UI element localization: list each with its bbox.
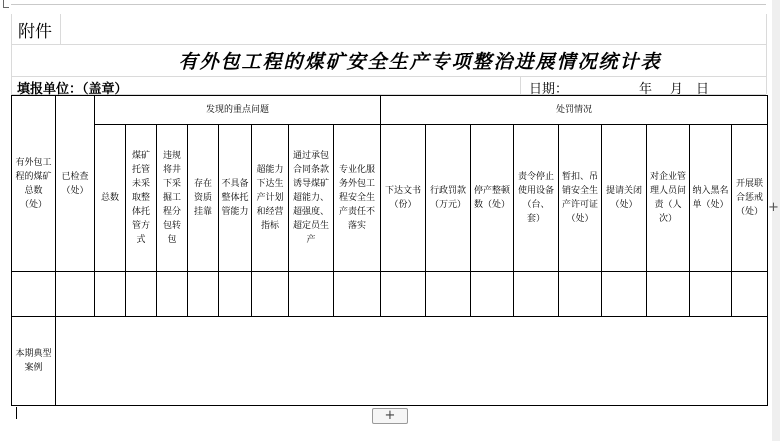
- header-issue-overcapacity-plan[interactable]: 超能力下达生产计划和经营指标: [252, 125, 289, 272]
- header-penalty-accountability[interactable]: 对企业管理人员问责（人次）: [647, 125, 690, 272]
- table-cell[interactable]: [252, 272, 289, 317]
- header-penalty-suspension[interactable]: 停产整顿数（处）: [471, 125, 514, 272]
- case-label[interactable]: 本期典型案例: [12, 317, 56, 406]
- add-column-button[interactable]: +: [768, 200, 779, 215]
- page-title: 有外包工程的煤矿安全生产专项整治进展情况统计表: [178, 51, 662, 73]
- header-penalty-documents[interactable]: 下达文书（份）: [381, 125, 426, 272]
- layout-gridline: [520, 76, 521, 94]
- month-label: 月: [670, 82, 684, 97]
- table-cell[interactable]: [12, 272, 56, 317]
- date-label: 日期：: [529, 82, 569, 97]
- page-corner-mark: [0, 0, 12, 12]
- header-penalty-joint-punish[interactable]: 开展联合惩戒（处）: [732, 125, 768, 272]
- table-cell[interactable]: [559, 272, 602, 317]
- table-cell[interactable]: [219, 272, 252, 317]
- table-cell[interactable]: [732, 272, 768, 317]
- header-issue-capability[interactable]: 不具备整体托管能力: [219, 125, 252, 272]
- table-cell[interactable]: [690, 272, 732, 317]
- year-label: 年: [639, 82, 653, 97]
- add-row-button[interactable]: +: [372, 408, 408, 424]
- header-issue-responsibility[interactable]: 专业化服务外包工程安全生产责任不落实: [334, 125, 381, 272]
- header-issue-total[interactable]: 总数: [95, 125, 126, 272]
- header-group-penalties[interactable]: 处罚情况: [381, 96, 768, 125]
- table-cell[interactable]: [334, 272, 381, 317]
- table-row: [12, 272, 768, 317]
- table-cell[interactable]: [647, 272, 690, 317]
- text-cursor: [16, 407, 17, 419]
- table-cell[interactable]: [95, 272, 126, 317]
- layout-gridline: [11, 44, 766, 45]
- layout-gridline: [11, 14, 12, 94]
- table-cell[interactable]: [289, 272, 334, 317]
- statistics-table: [11, 95, 768, 406]
- header-inspected[interactable]: 已检查（处）: [56, 96, 95, 272]
- day-label: 日: [696, 82, 710, 97]
- header-issue-no-full-trust[interactable]: 煤矿托管未采取整体托管方式: [126, 125, 157, 272]
- case-row: [12, 317, 768, 406]
- header-issue-illegal-subcontract[interactable]: 违规将井下采掘工程分包转包: [157, 125, 188, 272]
- header-group-issues[interactable]: 发现的重点问题: [95, 96, 381, 125]
- header-penalty-license[interactable]: 暂扣、吊销安全生产许可证（处）: [559, 125, 602, 272]
- table-cell[interactable]: [56, 272, 95, 317]
- table-cell[interactable]: [188, 272, 219, 317]
- table-cell[interactable]: [126, 272, 157, 317]
- case-content-cell[interactable]: [56, 317, 768, 406]
- header-penalty-fines[interactable]: 行政罚款（万元）: [426, 125, 471, 272]
- report-unit-label: 填报单位：（盖章）: [17, 82, 128, 97]
- page-top-edge: [11, 4, 766, 5]
- header-issue-qualification[interactable]: 存在资质挂靠: [188, 125, 219, 272]
- table-cell[interactable]: [157, 272, 188, 317]
- table-cell[interactable]: [471, 272, 514, 317]
- layout-gridline: [11, 76, 766, 77]
- table-cell[interactable]: [514, 272, 559, 317]
- header-penalty-closure[interactable]: 提请关闭（处）: [602, 125, 647, 272]
- header-issue-contract-induce[interactable]: 通过承包合同条款诱导煤矿超能力、超强度、超定员生产: [289, 125, 334, 272]
- table-cell[interactable]: [381, 272, 426, 317]
- table-cell[interactable]: [426, 272, 471, 317]
- header-penalty-equipment[interactable]: 责令停止使用设备（台、套）: [514, 125, 559, 272]
- header-total-mines[interactable]: 有外包工程的煤矿总数（处）: [12, 96, 56, 272]
- header-penalty-blacklist[interactable]: 纳入黑名单（处）: [690, 125, 732, 272]
- layout-gridline: [60, 14, 61, 44]
- table-cell[interactable]: [602, 272, 647, 317]
- attachment-label: 附件: [18, 22, 52, 42]
